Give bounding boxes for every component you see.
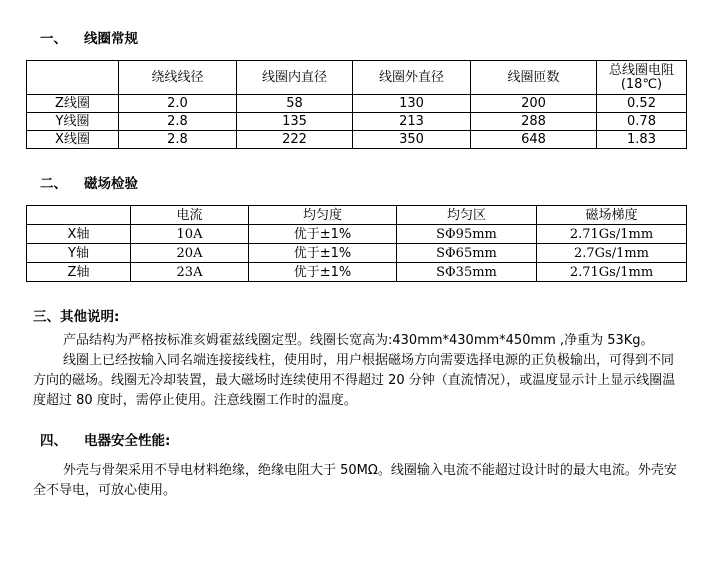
table-header-row <box>27 61 687 95</box>
table-cell: 0.52 <box>597 95 687 113</box>
table-cell: SΦ95mm <box>397 225 537 244</box>
table-cell: Y轴 <box>27 244 131 263</box>
resistance-header-line1: 总线圈电阻 <box>608 62 674 78</box>
section-2-title: 磁场检验 <box>84 176 138 192</box>
section-4-title: 电器安全性能: <box>84 433 171 449</box>
table-cell: 288 <box>471 113 597 131</box>
table-cell: 2.8 <box>119 131 237 149</box>
table-row <box>27 263 687 282</box>
table-cell: 23A <box>131 263 249 282</box>
table-cell: 2.8 <box>119 113 237 131</box>
section-2-number: 二、 <box>40 176 67 192</box>
table-cell: 2.71Gs/1mm <box>537 225 687 244</box>
table-cell: 2.71Gs/1mm <box>537 263 687 282</box>
section-3-heading <box>33 305 119 325</box>
table-row <box>27 244 687 263</box>
table-cell: Z线圈 <box>27 95 119 113</box>
table-header-cell <box>597 61 687 95</box>
coil-spec-table <box>26 60 687 149</box>
section-3-title: 三、其他说明: <box>33 309 120 325</box>
table-cell: 200 <box>471 95 597 113</box>
table-cell: 优于±1% <box>249 263 397 282</box>
table-cell: X轴 <box>27 225 131 244</box>
table-header-cell: 线圈内直径 <box>237 61 353 95</box>
table-header-cell: 均匀区 <box>397 206 537 225</box>
table-header-cell: 线圈外直径 <box>353 61 471 95</box>
table-cell: 2.0 <box>119 95 237 113</box>
section-2-heading <box>40 172 138 192</box>
table-cell: 1.83 <box>597 131 687 149</box>
table-cell: 130 <box>353 95 471 113</box>
table-cell: 2.7Gs/1mm <box>537 244 687 263</box>
table-cell: 350 <box>353 131 471 149</box>
section-3-paragraph-2: 线圈上已经按输入同名端连接接线柱，使用时，用户根据磁场方向需要选择电源的正负极输出，可得到不同方向的磁场。线圈无冷却装置，最大磁场时连续使用不得超过 20 分钟（直流情况），或温度显示计上显示线圈温度超过 80 度时，需停止使用。注意线圈工作时的温度。 <box>33 353 676 408</box>
section-4-heading <box>40 429 171 449</box>
field-test-table <box>26 205 687 282</box>
table-cell: 优于±1% <box>249 225 397 244</box>
section-3-paragraph-1: 产品结构为严格按标准亥姆霍兹线圈定型。线圈长宽高为:430mm*430mm*450mm ,净重为 53Kg。 <box>63 333 654 348</box>
table-row <box>27 225 687 244</box>
table-cell: 222 <box>237 131 353 149</box>
table-row <box>27 131 687 149</box>
table-header-cell: 线圈匝数 <box>471 61 597 95</box>
section-4-number: 四、 <box>40 433 67 449</box>
table-cell: 10A <box>131 225 249 244</box>
resistance-header-line2: (18℃) <box>620 76 663 92</box>
table-header-cell: 绕线线径 <box>119 61 237 95</box>
table-header-cell: 磁场梯度 <box>537 206 687 225</box>
section-1-number: 一、 <box>40 31 67 47</box>
section-4-paragraph: 外壳与骨架采用不导电材料绝缘，绝缘电阻大于 50MΩ。线圈输入电流不能超过设计时的最大电流。外壳安全不导电，可放心使用。 <box>33 463 677 498</box>
table-cell: Z轴 <box>27 263 131 282</box>
table-row <box>27 113 687 131</box>
table-header-row <box>27 206 687 225</box>
table-cell: Y线圈 <box>27 113 119 131</box>
table-cell: X线圈 <box>27 131 119 149</box>
table-header-cell <box>27 206 131 225</box>
table-header-cell: 均匀度 <box>249 206 397 225</box>
table-cell: SΦ65mm <box>397 244 537 263</box>
table-header-cell <box>27 61 119 95</box>
table-cell: 648 <box>471 131 597 149</box>
table-cell: 135 <box>237 113 353 131</box>
section-1-title: 线圈常规 <box>84 31 138 47</box>
table-cell: 20A <box>131 244 249 263</box>
table-row <box>27 95 687 113</box>
table-cell: 213 <box>353 113 471 131</box>
table-cell: 0.78 <box>597 113 687 131</box>
table-cell: SΦ35mm <box>397 263 537 282</box>
table-cell: 优于±1% <box>249 244 397 263</box>
table-cell: 58 <box>237 95 353 113</box>
table-header-cell: 电流 <box>131 206 249 225</box>
section-1-heading <box>40 27 138 47</box>
